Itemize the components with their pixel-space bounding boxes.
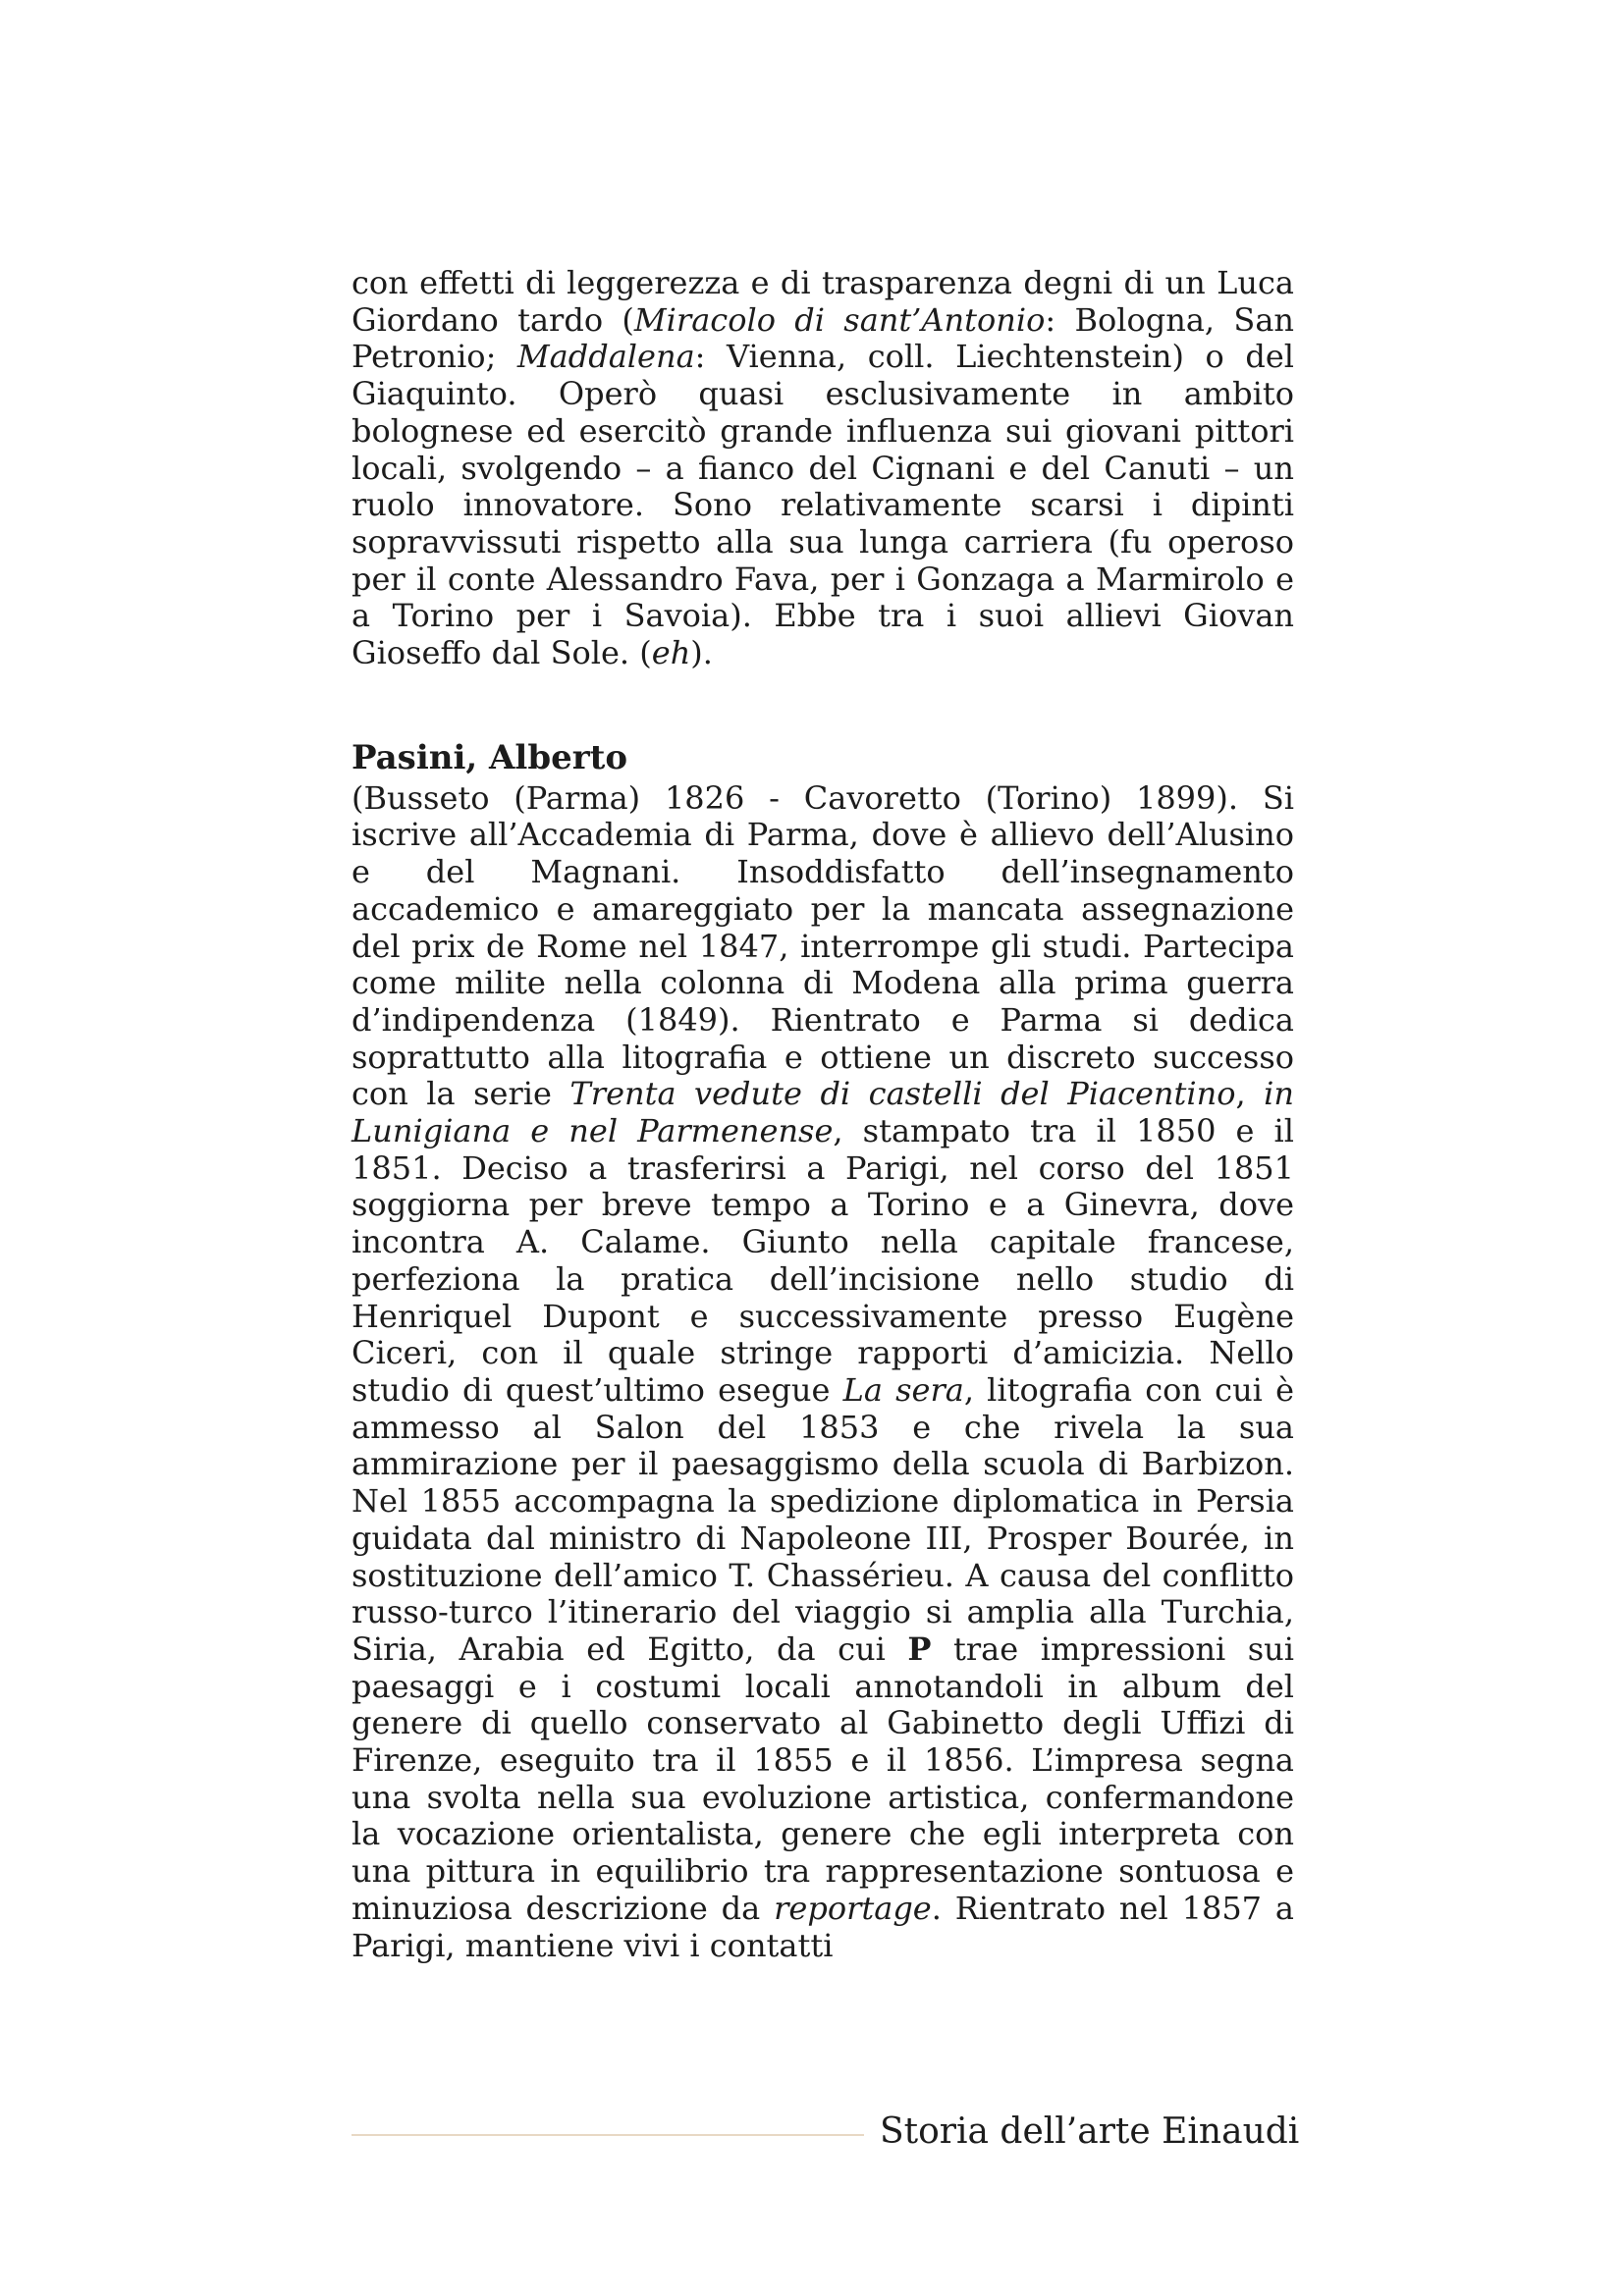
artwork-title: in Lunigiana e nel Parmenense (352, 1075, 1295, 1150)
entry-text: , (1235, 1075, 1265, 1113)
artwork-title: Maddalena (516, 338, 695, 376)
entry-text: (Busseto (Parma) 1826 - Cavoretto (Torino) 1899). Si iscrive all’Accademia di Parma, dove è allievo dell’Alusino e del Magnani. Insoddisfatto dell’insegnamento accademico e amareggiato per la mancata assegnazione del prix de Rome nel 1847, interrompe gli studi. Partecipa come milite nella colonna di Modena alla prima guerra d’indipendenza (1849). Rientrato e Parma si dedica soprattutto alla litografia e ottiene un discreto successo con la serie (352, 778, 1294, 1113)
entry-text: . Rientrato nel 1857 a Parigi, mantiene vivi i contatti (352, 1889, 1294, 1964)
artwork-title: Miracolo di sant’Antonio (633, 300, 1046, 339)
entry-paragraph (352, 780, 1294, 1965)
entry-text: trae impressioni sui paesaggi e i costumi locali annotandoli in album del genere di quello conservato al Gabinetto degli Uffizi di Firenze, eseguito tra il 1855 e il 1856. L’impresa segna una svolta nella sua evoluzione artistica, confermandone la vocazione orientalista, genere che egli interpreta con una pittura in equilibrio tra rappresentazione sontuosa e minuziosa descrizione da (352, 1629, 1295, 1927)
artwork-title: La sera (842, 1370, 964, 1409)
continuation-text: ). (690, 634, 713, 672)
footer-title: Storia dell’arte Einaudi (880, 2111, 1300, 2152)
author-initials: eh (651, 634, 691, 672)
continuation-text: : Bologna, San Petronio; (352, 300, 1295, 376)
continuation-paragraph (352, 265, 1294, 672)
footer-divider (352, 2134, 864, 2136)
entry-heading: Pasini, Alberto (352, 737, 628, 777)
entry-text: , stampato tra il 1850 e il 1851. Deciso a trasferirsi a Parigi, nel corso del 1851 soggiorna per breve tempo a Torino e a Ginevra, dove incontra A. Calame. Giunto nella capitale francese, perfeziona la pratica dell’incisione nello studio di Henriquel Dupont e successivamente presso Eugène Ciceri, con il quale stringe rapporti d’amicizia. Nello studio di quest’ultimo esegue (352, 1112, 1295, 1409)
entry-text: , litografia con cui è ammesso al Salon del 1853 e che rivela la sua ammirazione per il paesaggismo della scuola di Barbizon. Nel 1855 accompagna la spedizione diplomatica in Persia guidata dal ministro di Napoleone III, Prosper Bourée, in sostituzione dell’amico T. Chassérieu. A causa del conflitto russo-turco l’itinerario del viaggio si amplia alla Turchia, Siria, Arabia ed Egitto, da cui (352, 1370, 1295, 1668)
subject-initial: P (907, 1629, 932, 1668)
page-text-column (352, 265, 1294, 1964)
continuation-text: : Vienna, coll. Liechtenstein) o del Giaquinto. Operò quasi esclusivamente in ambito bolognese ed esercitò grande influenza sui giovani pittori locali, svolgendo – a fianco del Cignani e del Canuti – un ruolo innovatore. Sono relativamente scarsi i dipinti sopravvissuti rispetto alla sua lunga carriera (fu operoso per il conte Alessandro Fava, per i Gonzaga a Marmirolo e a Torino per i Savoia). Ebbe tra i suoi allievi Giovan Gioseffo dal Sole. ( (352, 338, 1294, 672)
foreign-term: reportage (774, 1889, 932, 1927)
continuation-text: con effetti di leggerezza e di trasparenza degni di un Luca Giordano tardo ( (352, 264, 1294, 339)
artwork-title: Trenta vedute di castelli del Piacentino (569, 1075, 1236, 1113)
